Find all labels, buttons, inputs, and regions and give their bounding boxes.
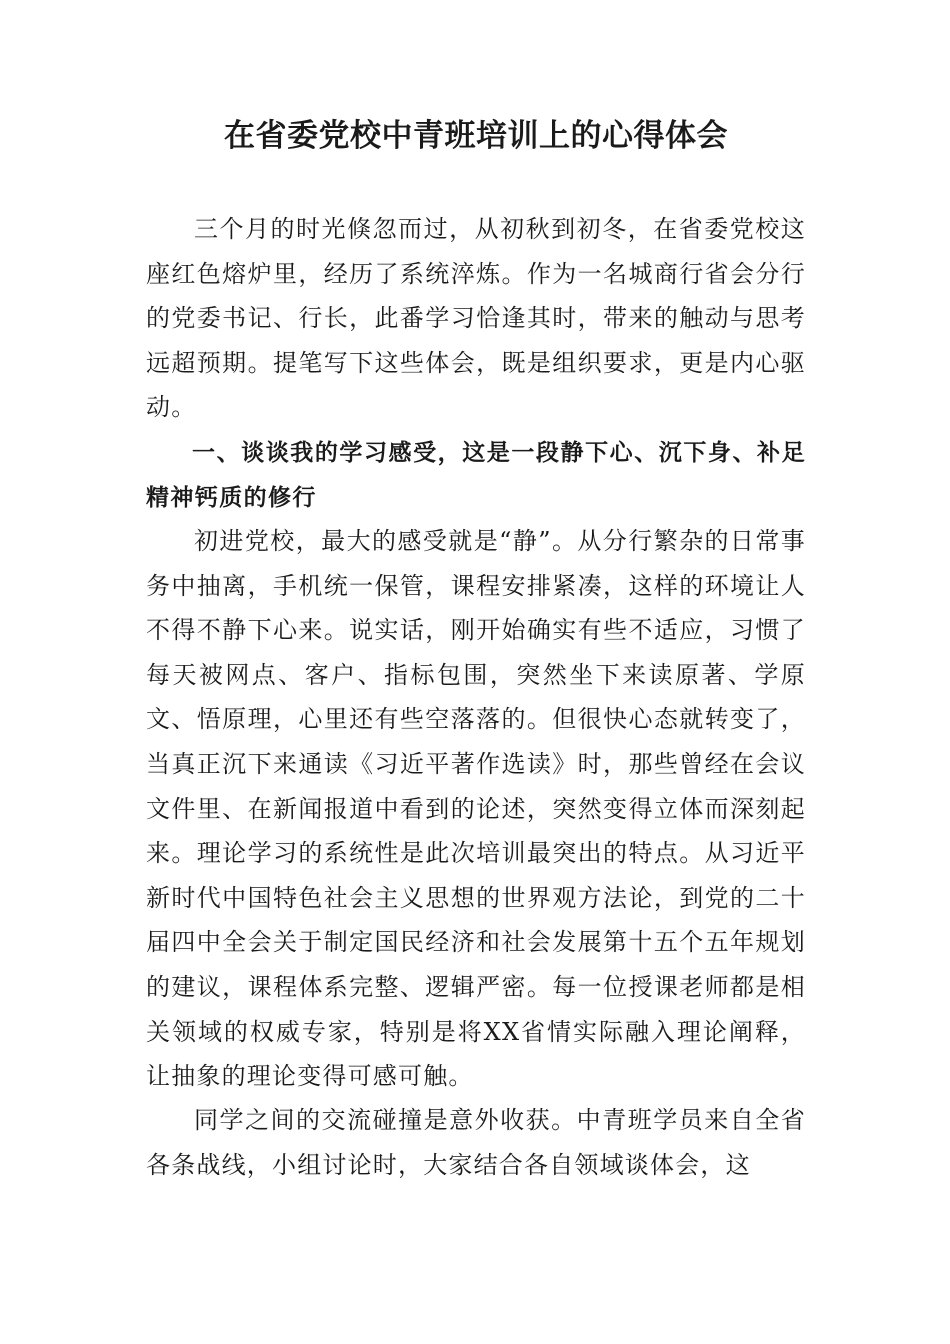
paragraph-intro: 三个月的时光倏忽而过，从初秋到初冬，在省委党校这座红色熔炉里，经历了系统淬炼。作为一名城商行省会分行的党委书记、行长，此番学习恰逢其时，带来的触动与思考远超预期。提笔写下这些体会，既是组织要求，更是内心驱动。 [146,215,806,422]
paragraph-learning-feeling: 初进党校，最大的感受就是“静”。从分行繁杂的日常事务中抽离，手机统一保管，课程安排紧凑，这样的环境让人不得不静下心来。说实话，刚开始确实有些不适应，习惯了每天被网点、客户、指标包围，突然坐下来读原著、学原文、悟原理，心里还有些空落落的。但很快心态就转变了，当真正沉下来通读《习近平著作选读》时，那些曾经在会议文件里、在新闻报道中看到的论述，突然变得立体而深刻起来。理论学习的系统性是此次培训最突出的特点。从习近平新时代中国特色社会主义思想的世界观方法论，到党的二十届四中全会关于制定国民经济和社会发展第十五个五年规划的建议，课程体系完整、逻辑严密。每一位授课老师都是相关领域的权威专家，特别是将XX省情实际融入理论阐释，让抽象的理论变得可感可触。 [146,527,806,1091]
document-title: 在省委党校中青班培训上的心得体会 [224,118,728,154]
section-heading-1: 一、谈谈我的学习感受，这是一段静下心、沉下身、补足精神钙质的修行 [146,440,806,511]
paragraph-classmate-exchange: 同学之间的交流碰撞是意外收获。中青班学员来自全省各条战线，小组讨论时，大家结合各自领域谈体会，这 [146,1106,806,1179]
